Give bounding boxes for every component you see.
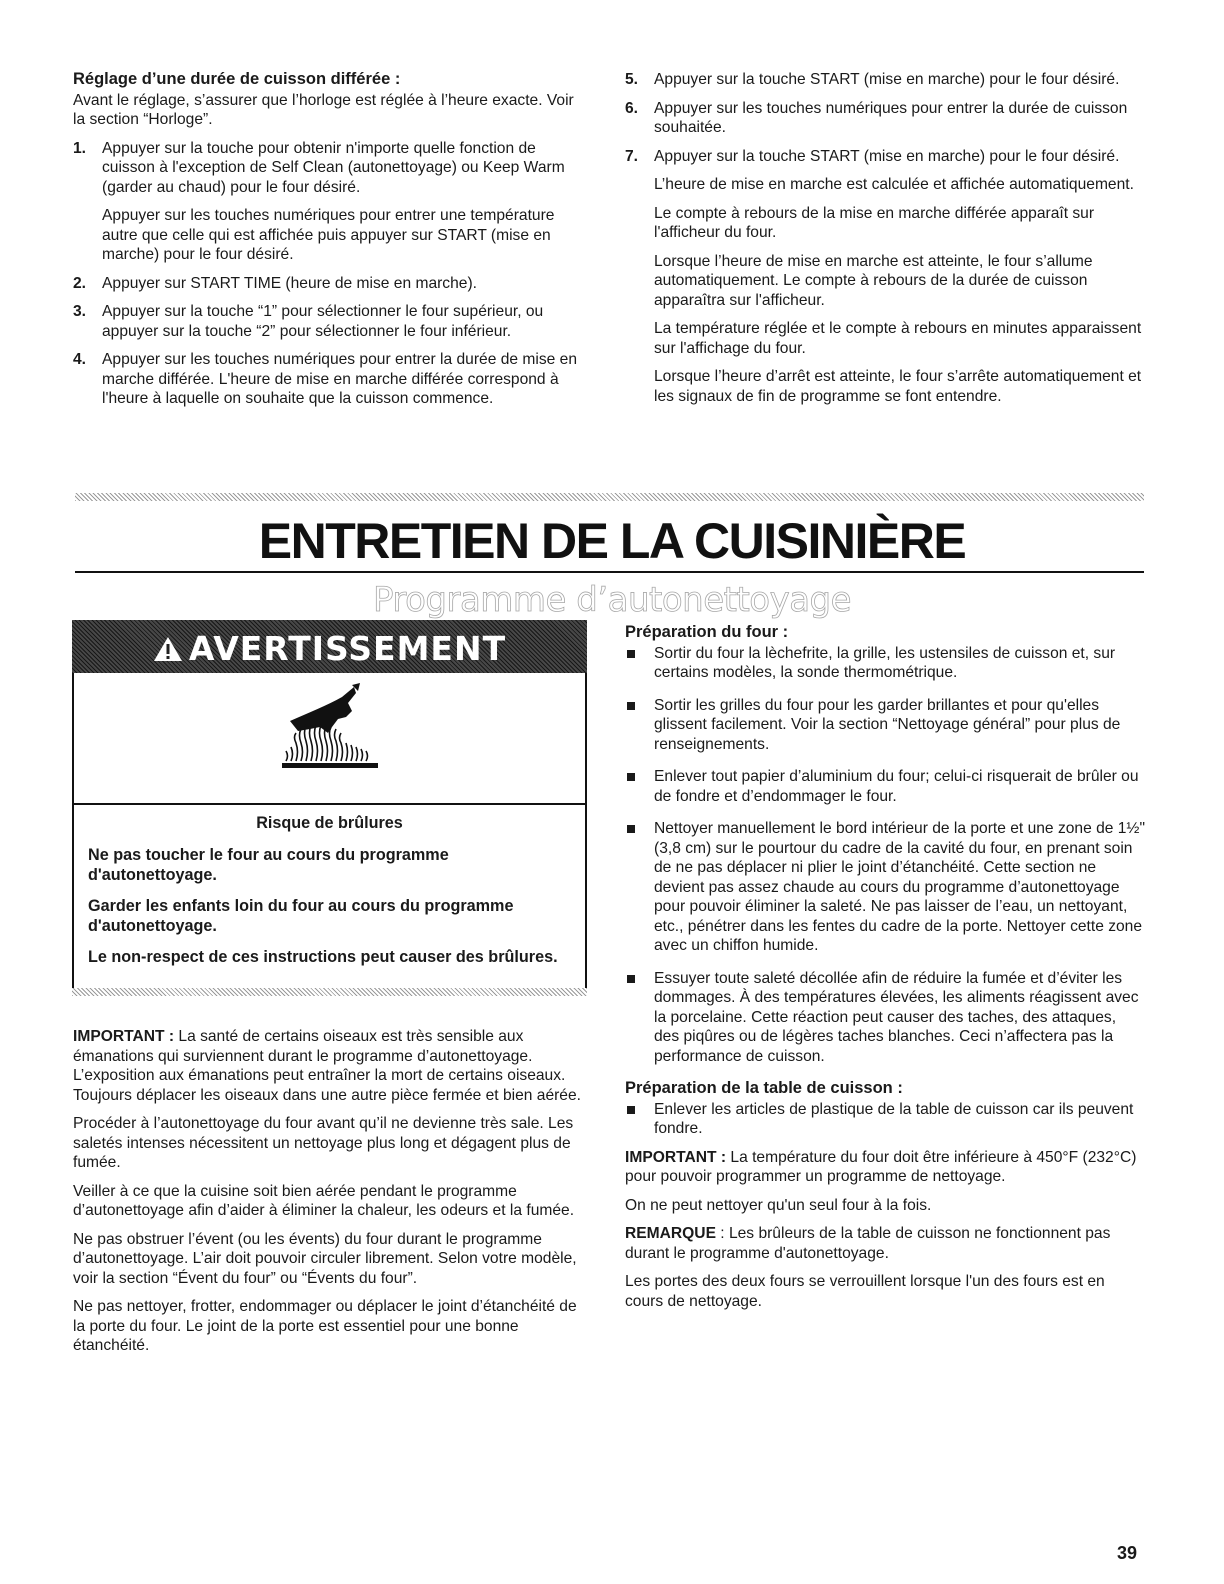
step-item: [73, 350, 588, 409]
bullet-text: Enlever tout papier d’aluminium du four; celui-ci risquerait de brûler ou de fondre et d’endommager le four.: [654, 768, 1139, 805]
list-item: [625, 696, 1145, 755]
section-subtitle: Programme d’autonettoyage: [372, 580, 852, 620]
bullet-text: Essuyer toute saleté décollée afin de réduire la fumée et d’éviter les dommages. À des températures élevées, les aliments réagissent avec la porcelaine. Cette réaction peut causer des taches, des attaques, des piqûres ou de légères taches blanches. Ceci n’affectera pas la performance de cuisson.: [654, 969, 1139, 1065]
hot-surface-hand-icon: [280, 683, 380, 798]
warning-risk: Risque de brûlures: [256, 814, 403, 832]
step-item: [73, 139, 588, 265]
page-number: 39: [1117, 1543, 1138, 1563]
step-number: 3.: [73, 303, 87, 320]
list-item: [625, 644, 1145, 683]
warning-header: [72, 620, 587, 673]
cooktop-prep-list: [625, 1100, 1145, 1139]
important-birds: [73, 1027, 588, 1105]
warning-text: [88, 813, 571, 978]
paragraph: Procéder à l’autonettoyage du four avant qu’il ne devienne très sale. Les saletés intenses nécessitent un nettoyage plus long et dégagent plus de fumée.: [73, 1115, 574, 1171]
important-label: IMPORTANT :: [625, 1148, 727, 1166]
step-item: [625, 147, 1145, 407]
title-rule: [75, 571, 1144, 573]
delayed-cook-continued: [625, 70, 1145, 415]
step-text: Appuyer sur les touches numériques pour entrer la durée de mise en marche différée. L'heure de mise en marche différée correspond à l'heure à laquelle on souhaite que la cuisson commence.: [102, 351, 578, 407]
warning-line: Ne pas toucher le four au cours du programme d'autonettoyage.: [88, 846, 449, 884]
step-text: Appuyer sur START TIME (heure de mise en marche).: [102, 274, 477, 292]
warning-separator: [74, 803, 585, 805]
step-item: [625, 70, 1145, 90]
warning-box-shadow: [72, 988, 587, 996]
delayed-cook-steps-continued: [625, 70, 1145, 406]
step-text: Le compte à rebours de la mise en marche différée apparaît sur l'afficheur du four.: [654, 204, 1095, 241]
step-text: La température réglée et le compte à rebours en minutes apparaissent sur l'affichage du four.: [654, 320, 1142, 357]
warning-triangle-icon: [153, 631, 183, 670]
list-item: [625, 1100, 1145, 1139]
step-number: 1.: [73, 139, 87, 157]
list-item: [625, 819, 1145, 956]
bullet-text: Enlever les articles de plastique de la table de cuisson car ils peuvent fondre.: [654, 1100, 1134, 1137]
paragraph: Ne pas nettoyer, frotter, endommager ou déplacer le joint d’étanchéité de la porte du four. Le joint de la porte est essentiel pour une bonne étanchéité.: [73, 1298, 577, 1354]
bullet-text: Sortir les grilles du four pour les garder brillantes et pour qu'elles glissent facilement. Voir la section “Nettoyage général” pour plus de renseignements.: [654, 696, 1121, 753]
step-text: Appuyer sur la touche pour obtenir n'importe quelle fonction de cuisson à l'exception de Self Clean (autonettoyage) ou Keep Warm (garder au chaud) pour le four désiré.: [102, 139, 565, 196]
step-text: L’heure de mise en marche est calculée et affichée automatiquement.: [654, 176, 1134, 193]
remarque-note: [625, 1224, 1145, 1263]
step-number: 2.: [73, 274, 87, 292]
bullet-icon: [627, 1106, 635, 1114]
step-text: Appuyer sur les touches numériques pour entrer la durée de cuisson souhaitée.: [654, 99, 1128, 136]
bullet-text: Nettoyer manuellement le bord intérieur de la porte et une zone de 1½" (3,8 cm) sur le pourtour du cadre de la cavité du four, en prenant soin de ne pas déplacer ni plier le joint d’étanchéité. Cette section ne devient pas assez chaude au cours du programme d’autonettoyage pour pouvoir éliminer la saleté. Ne pas laisser de l’eau, un nettoyant, etc., pénétrer dans les fentes du cadre de la porte. Nettoyer cette zone avec un chiffon humide.: [654, 820, 1145, 954]
oven-prep-heading: Préparation du four :: [625, 623, 789, 641]
step-number: 7.: [625, 147, 639, 165]
one-oven-note: On ne peut nettoyer qu'un seul four à la fois.: [625, 1196, 932, 1214]
bullet-text: Sortir du four la lèchefrite, la grille, les ustensiles de cuisson et, sur certains modèles, la sonde thermométrique.: [654, 644, 1116, 681]
step-text: Appuyer sur la touche START (mise en marche) pour le four désiré.: [654, 147, 1120, 165]
preparation-section: [625, 623, 1145, 1320]
section-title: ENTRETIEN DE LA CUISINIÈRE: [258, 513, 966, 569]
warning-title-row: [72, 629, 587, 670]
warning-body: [72, 673, 587, 990]
remarque-label: REMARQUE: [625, 1225, 716, 1242]
self-clean-notes: [73, 1027, 588, 1365]
paragraph: Veiller à ce que la cuisine soit bien aérée pendant le programme d’autonettoyage afin d’aider à éliminer la chaleur, les odeurs et la fumée.: [73, 1182, 575, 1219]
step-text: Appuyer sur la touche START (mise en marche) pour le four désiré.: [654, 71, 1120, 88]
step-text: Appuyer sur les touches numériques pour entrer une température autre que celle qui est affichée puis appuyer sur START (mise en marche) pour le four désiré.: [102, 207, 555, 263]
list-item: [625, 969, 1145, 1067]
delayed-cook-intro: Avant le réglage, s’assurer que l’horloge est réglée à l’heure exacte. Voir la section “Horloge”.: [73, 91, 574, 128]
warning-box: [72, 620, 587, 992]
cooktop-prep-heading: Préparation de la table de cuisson :: [625, 1079, 903, 1097]
paragraph: Ne pas obstruer l’évent (ou les évents) du four durant le programme d’autonettoyage. L’air doit pouvoir circuler librement. Selon votre modèle, voir la section “Évent du four” ou “Évents du four”.: [73, 1230, 577, 1287]
bullet-icon: [627, 773, 635, 781]
step-item: [625, 99, 1145, 138]
bullet-icon: [627, 975, 635, 983]
doors-note: Les portes des deux fours se verrouillent lorsque l'un des fours est en cours de nettoyage.: [625, 1273, 1105, 1310]
step-number: 4.: [73, 351, 87, 368]
bullet-icon: [627, 650, 635, 658]
step-number: 5.: [625, 71, 639, 88]
delayed-cook-heading: Réglage d’une durée de cuisson différée :: [73, 70, 401, 88]
warning-title: AVERTISSEMENT: [188, 629, 507, 668]
step-item: [73, 302, 588, 341]
delayed-cook-section: [73, 70, 588, 418]
bullet-icon: [627, 702, 635, 710]
warning-line: Garder les enfants loin du four au cours du programme d'autonettoyage.: [88, 897, 514, 935]
important-text: La température du four doit être inférieure à 450°F (232°C) pour pouvoir programmer un programme de nettoyage.: [625, 1148, 1137, 1185]
important-text: La santé de certains oiseaux est très sensible aux émanations qui surviennent durant le programme d’autonettoyage. L’exposition aux émanations peut entraîner la mort de certains oiseaux. Toujours déplacer les oiseaux dans une autre pièce fermée et bien aérée.: [73, 1028, 581, 1104]
remarque-text: : Les brûleurs de la table de cuisson ne fonctionnent pas durant le programme d'autonettoyage.: [625, 1225, 1111, 1262]
important-label: IMPORTANT :: [73, 1028, 175, 1045]
delayed-cook-steps: [73, 139, 588, 409]
list-item: [625, 767, 1145, 806]
step-text: Lorsque l’heure de mise en marche est atteinte, le four s’allume automatiquement. Le compte à rebours de la durée de cuisson apparaîtra sur l'afficheur.: [654, 252, 1093, 309]
step-number: 6.: [625, 99, 639, 117]
oven-prep-list: [625, 644, 1145, 1067]
bullet-icon: [627, 825, 635, 833]
warning-line: Le non-respect de ces instructions peut causer des brûlures.: [88, 948, 558, 966]
step-item: [73, 274, 588, 294]
hatched-divider: [75, 493, 1144, 501]
important-temperature: [625, 1148, 1145, 1187]
step-text: Lorsque l’heure d’arrêt est atteinte, le four s’arrête automatiquement et les signaux de fin de programme se font entendre.: [654, 368, 1142, 405]
step-text: Appuyer sur la touche “1” pour sélectionner le four supérieur, ou appuyer sur la touche “2” pour sélectionner le four inférieur.: [102, 303, 544, 340]
